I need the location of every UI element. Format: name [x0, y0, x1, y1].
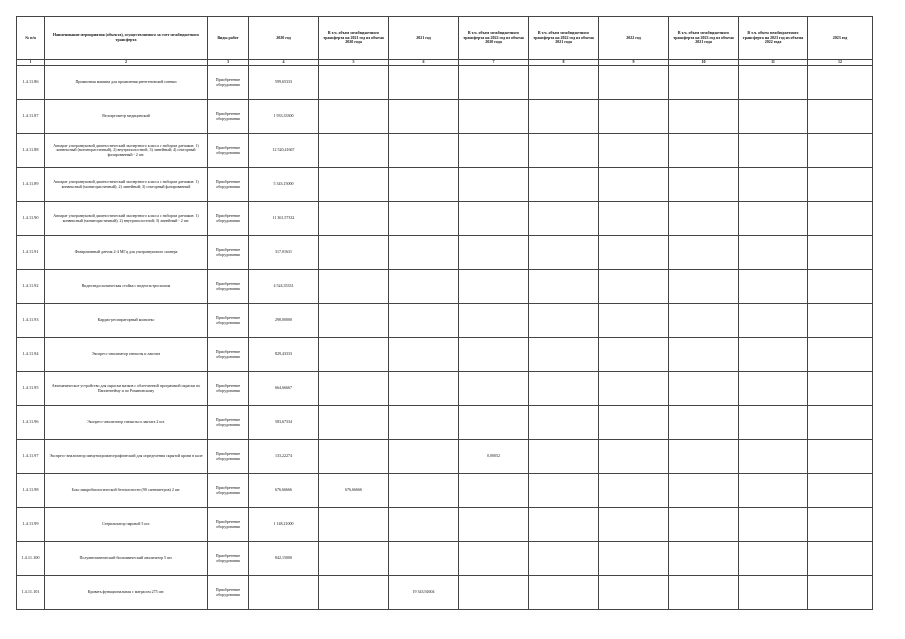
row-name: Кровать функциональная с матрасом 275 шт.	[45, 576, 208, 610]
row-incl-2022-from-2021	[529, 134, 599, 168]
row-name: Полуавтоматический биохимический анализатор 5 шт.	[45, 542, 208, 576]
row-2022	[599, 474, 669, 508]
column-number: 11	[739, 60, 808, 66]
row-kind: Приобретение оборудования	[208, 508, 249, 542]
row-code: 1.4.11.101	[17, 576, 45, 610]
table-row	[17, 168, 873, 202]
row-2022	[599, 508, 669, 542]
header-2021: 2021 год	[389, 17, 459, 60]
row-kind: Приобретение оборудования	[208, 542, 249, 576]
table-row	[17, 304, 873, 338]
row-2023	[808, 236, 873, 270]
row-2022	[599, 440, 669, 474]
row-2020: 583,67334	[249, 406, 319, 440]
row-incl-2021-from-2020	[319, 440, 389, 474]
row-2020: 599,65333	[249, 66, 319, 100]
row-code: 1.4.11.98	[17, 474, 45, 508]
table-row	[17, 440, 873, 474]
column-number: 3	[208, 60, 249, 66]
row-kind: Приобретение оборудования	[208, 440, 249, 474]
row-code: 1.4.11.92	[17, 270, 45, 304]
row-incl-2023-from-2022	[739, 406, 808, 440]
row-incl-2023-from-2021	[669, 406, 739, 440]
row-2020: 842,15000	[249, 542, 319, 576]
row-incl-2023-from-2021	[669, 236, 739, 270]
row-name: Проявочная машина для проявления рентгеновской пленки	[45, 66, 208, 100]
row-2023	[808, 304, 873, 338]
column-number: 7	[459, 60, 529, 66]
row-2022	[599, 576, 669, 610]
row-incl-2021-from-2020	[319, 338, 389, 372]
header-2020: 2020 год	[249, 17, 319, 60]
row-incl-2022-from-2020	[459, 66, 529, 100]
column-number: 2	[45, 60, 208, 66]
row-incl-2023-from-2021	[669, 576, 739, 610]
row-incl-2021-from-2020	[319, 576, 389, 610]
table-row	[17, 576, 873, 610]
column-number: 10	[669, 60, 739, 66]
row-2022	[599, 542, 669, 576]
row-name: Кардио-респираторный комплекс	[45, 304, 208, 338]
budget-table	[16, 16, 873, 610]
row-2022	[599, 372, 669, 406]
row-2020: 676,66666	[249, 474, 319, 508]
row-2023	[808, 440, 873, 474]
row-incl-2022-from-2021	[529, 304, 599, 338]
column-number: 12	[808, 60, 873, 66]
row-incl-2022-from-2020	[459, 372, 529, 406]
row-2023	[808, 338, 873, 372]
row-2022	[599, 100, 669, 134]
row-2020: 1 933,33300	[249, 100, 319, 134]
row-kind: Приобретение оборудования	[208, 168, 249, 202]
header-incl-2023-from-2022: В т.ч. объем межбюджетного трансферта на 2023 год из объема 2022 года	[739, 17, 808, 60]
row-incl-2021-from-2020	[319, 66, 389, 100]
row-incl-2022-from-2021	[529, 168, 599, 202]
row-incl-2022-from-2021	[529, 576, 599, 610]
row-2021	[389, 134, 459, 168]
row-incl-2023-from-2022	[739, 100, 808, 134]
row-incl-2022-from-2021	[529, 508, 599, 542]
row-kind: Приобретение оборудования	[208, 338, 249, 372]
row-2020	[249, 576, 319, 610]
row-incl-2023-from-2021	[669, 508, 739, 542]
header-num: № п/п	[17, 17, 45, 60]
row-incl-2022-from-2020	[459, 542, 529, 576]
row-incl-2022-from-2021	[529, 202, 599, 236]
row-incl-2022-from-2020	[459, 576, 529, 610]
row-2021	[389, 100, 459, 134]
row-incl-2022-from-2020	[459, 338, 529, 372]
row-incl-2021-from-2020	[319, 508, 389, 542]
row-2020: 11 361,57332	[249, 202, 319, 236]
row-incl-2023-from-2021	[669, 542, 739, 576]
row-incl-2023-from-2022	[739, 202, 808, 236]
row-2023	[808, 134, 873, 168]
row-code: 1.4.11.99	[17, 508, 45, 542]
table-row	[17, 508, 873, 542]
row-incl-2023-from-2022	[739, 66, 808, 100]
row-2021	[389, 66, 459, 100]
row-incl-2023-from-2021	[669, 304, 739, 338]
row-2021	[389, 338, 459, 372]
row-2020: 317,01631	[249, 236, 319, 270]
row-name: Экспресс-анализатор глюкозы и лактата 2 шт.	[45, 406, 208, 440]
row-code: 1.4.11.86	[17, 66, 45, 100]
row-incl-2021-from-2020: 676,66666	[319, 474, 389, 508]
row-incl-2021-from-2020	[319, 372, 389, 406]
row-incl-2023-from-2022	[739, 236, 808, 270]
row-code: 1.4.11.100	[17, 542, 45, 576]
table-row	[17, 270, 873, 304]
row-incl-2023-from-2022	[739, 270, 808, 304]
row-2023	[808, 100, 873, 134]
row-kind: Приобретение оборудования	[208, 576, 249, 610]
row-2023	[808, 542, 873, 576]
row-incl-2023-from-2021	[669, 474, 739, 508]
row-name: Автоматическое устройство для окраски мазков с облегченной программой окраски по Паппенгейму и по Романовскому	[45, 372, 208, 406]
row-code: 1.4.11.88	[17, 134, 45, 168]
row-kind: Приобретение оборудования	[208, 372, 249, 406]
row-code: 1.4.11.89	[17, 168, 45, 202]
row-2022	[599, 338, 669, 372]
row-kind: Приобретение оборудования	[208, 406, 249, 440]
row-2021	[389, 440, 459, 474]
row-incl-2022-from-2021	[529, 236, 599, 270]
row-name: Аппарат ультразвуковой диагностический экспертного класса с набором датчиков: 1) конвексный (мониторастичный); 2) внутриполостной; 3) линейный - 2 шт.	[45, 202, 208, 236]
row-2023	[808, 372, 873, 406]
row-2021	[389, 508, 459, 542]
row-incl-2021-from-2020	[319, 270, 389, 304]
row-incl-2023-from-2022	[739, 576, 808, 610]
row-2022	[599, 304, 669, 338]
row-incl-2021-from-2020	[319, 236, 389, 270]
row-incl-2022-from-2021	[529, 372, 599, 406]
column-number: 5	[319, 60, 389, 66]
row-2023	[808, 508, 873, 542]
row-incl-2022-from-2021	[529, 270, 599, 304]
row-incl-2022-from-2020	[459, 270, 529, 304]
row-name: Фазированный датчик 2-4 МГц для ультразвукового сканера	[45, 236, 208, 270]
header-name: Наименование мероприятия (объекта), осуществляемого за счет межбюджетного трансферта	[45, 17, 208, 60]
row-name: Аппарат ультразвуковой диагностический экспертного класса с набором датчиков: 1) конвексный (мониторастичный); 2) линейный; 3) секторный фазированный	[45, 168, 208, 202]
row-2021	[389, 304, 459, 338]
row-kind: Приобретение оборудования	[208, 236, 249, 270]
row-incl-2023-from-2022	[739, 338, 808, 372]
header-incl-2023-from-2021: В т.ч. объем межбюджетного трансферта на 2023 год из объема 2021 года	[669, 17, 739, 60]
table-row	[17, 372, 873, 406]
row-code: 1.4.11.93	[17, 304, 45, 338]
row-incl-2022-from-2020	[459, 474, 529, 508]
row-name: Аппарат ультразвуковой диагностический экспертного класса с набором датчиков: 1) конвексный (мониторастичный), 2) внутриполостной, 3) линейный; 4) секторный фазированный - 2 шт.	[45, 134, 208, 168]
column-number: 8	[529, 60, 599, 66]
row-kind: Приобретение оборудования	[208, 474, 249, 508]
row-incl-2022-from-2021	[529, 338, 599, 372]
row-2020: 829,43333	[249, 338, 319, 372]
row-2021	[389, 236, 459, 270]
row-2022	[599, 270, 669, 304]
row-incl-2021-from-2020	[319, 406, 389, 440]
row-incl-2022-from-2020	[459, 134, 529, 168]
row-2023	[808, 270, 873, 304]
row-incl-2022-from-2020	[459, 406, 529, 440]
row-incl-2023-from-2021	[669, 66, 739, 100]
row-code: 1.4.11.95	[17, 372, 45, 406]
row-2023	[808, 406, 873, 440]
row-code: 1.4.11.97	[17, 440, 45, 474]
row-2022	[599, 66, 669, 100]
row-incl-2023-from-2022	[739, 474, 808, 508]
table-row	[17, 542, 873, 576]
row-incl-2023-from-2021	[669, 168, 739, 202]
column-number: 6	[389, 60, 459, 66]
row-2021	[389, 372, 459, 406]
row-name: Видеоэндоскопическая стойка с видеогастроскопом	[45, 270, 208, 304]
row-name: Экспресс-анализатор глюкозы и лактата	[45, 338, 208, 372]
row-2021	[389, 270, 459, 304]
row-incl-2022-from-2020	[459, 236, 529, 270]
row-2022	[599, 134, 669, 168]
row-incl-2023-from-2021	[669, 134, 739, 168]
row-2022	[599, 236, 669, 270]
row-incl-2022-from-2020	[459, 100, 529, 134]
table-row	[17, 134, 873, 168]
row-2022	[599, 406, 669, 440]
row-2022	[599, 202, 669, 236]
row-2021	[389, 168, 459, 202]
row-incl-2023-from-2021	[669, 202, 739, 236]
row-2022	[599, 168, 669, 202]
row-incl-2023-from-2021	[669, 338, 739, 372]
header-kind: Виды работ	[208, 17, 249, 60]
row-incl-2023-from-2022	[739, 304, 808, 338]
row-2020: 133,22274	[249, 440, 319, 474]
row-incl-2023-from-2022	[739, 134, 808, 168]
column-number: 9	[599, 60, 669, 66]
row-name: Экспресс-анализатор иммунохроматографический для определения скрытой крови в кале	[45, 440, 208, 474]
row-incl-2023-from-2022	[739, 508, 808, 542]
row-incl-2023-from-2022	[739, 372, 808, 406]
table-row	[17, 406, 873, 440]
row-incl-2021-from-2020	[319, 100, 389, 134]
row-incl-2023-from-2021	[669, 270, 739, 304]
table-row	[17, 100, 873, 134]
row-code: 1.4.11.87	[17, 100, 45, 134]
row-incl-2021-from-2020	[319, 542, 389, 576]
row-code: 1.4.11.96	[17, 406, 45, 440]
row-incl-2022-from-2020	[459, 304, 529, 338]
row-2021: 19 343,92604	[389, 576, 459, 610]
header-incl-2022-from-2021: В т.ч. объем межбюджетного трансферта на 2022 год из объема 2021 года	[529, 17, 599, 60]
header-2022: 2022 год	[599, 17, 669, 60]
row-name: Стерилизатор паровой 5 шт.	[45, 508, 208, 542]
row-incl-2022-from-2021	[529, 474, 599, 508]
row-kind: Приобретение оборудования	[208, 134, 249, 168]
row-2021	[389, 406, 459, 440]
row-incl-2023-from-2022	[739, 168, 808, 202]
header-2023: 2023 год	[808, 17, 873, 60]
row-2020: 1 148,21000	[249, 508, 319, 542]
table-row	[17, 474, 873, 508]
header-incl-2021-from-2020: В т.ч. объем межбюджетного трансферта на 2021 год из объема 2020 года	[319, 17, 389, 60]
column-number: 4	[249, 60, 319, 66]
row-kind: Приобретение оборудования	[208, 304, 249, 338]
row-2023	[808, 66, 873, 100]
row-2021	[389, 474, 459, 508]
row-kind: Приобретение оборудования	[208, 66, 249, 100]
row-2021	[389, 542, 459, 576]
row-name: Бокс микробиологической безопасности (90 сантиметров) 2 шт.	[45, 474, 208, 508]
row-2023	[808, 576, 873, 610]
table-row	[17, 338, 873, 372]
row-code: 1.4.11.90	[17, 202, 45, 236]
row-incl-2022-from-2020	[459, 168, 529, 202]
row-kind: Приобретение оборудования	[208, 100, 249, 134]
row-incl-2022-from-2021	[529, 66, 599, 100]
row-incl-2023-from-2022	[739, 542, 808, 576]
table-body	[17, 66, 873, 610]
row-code: 1.4.11.91	[17, 236, 45, 270]
table-row	[17, 236, 873, 270]
row-kind: Приобретение оборудования	[208, 202, 249, 236]
row-2020: 664,66667	[249, 372, 319, 406]
row-2020: 4 524,35331	[249, 270, 319, 304]
row-incl-2021-from-2020	[319, 202, 389, 236]
table-row	[17, 66, 873, 100]
row-2023	[808, 474, 873, 508]
row-incl-2022-from-2020	[459, 508, 529, 542]
row-2020: 5 343,15000	[249, 168, 319, 202]
row-2020: 12 520,41667	[249, 134, 319, 168]
row-name: Велоэргометр медицинский	[45, 100, 208, 134]
column-number: 1	[17, 60, 45, 66]
row-incl-2023-from-2021	[669, 440, 739, 474]
row-incl-2021-from-2020	[319, 134, 389, 168]
row-incl-2023-from-2021	[669, 100, 739, 134]
row-kind: Приобретение оборудования	[208, 270, 249, 304]
row-2023	[808, 168, 873, 202]
row-incl-2022-from-2021	[529, 406, 599, 440]
table-row	[17, 202, 873, 236]
row-2020: 298,00000	[249, 304, 319, 338]
header-incl-2022-from-2020: В т.ч. объем межбюджетного трансферта на 2022 год из объема 2020 года	[459, 17, 529, 60]
row-incl-2022-from-2020: 0,00052	[459, 440, 529, 474]
row-incl-2021-from-2020	[319, 304, 389, 338]
row-2023	[808, 202, 873, 236]
row-incl-2023-from-2022	[739, 440, 808, 474]
header-row	[17, 17, 873, 60]
row-2021	[389, 202, 459, 236]
row-incl-2023-from-2021	[669, 372, 739, 406]
row-incl-2021-from-2020	[319, 168, 389, 202]
row-incl-2022-from-2021	[529, 440, 599, 474]
row-code: 1.4.11.94	[17, 338, 45, 372]
row-incl-2022-from-2021	[529, 100, 599, 134]
row-incl-2022-from-2021	[529, 542, 599, 576]
row-incl-2022-from-2020	[459, 202, 529, 236]
